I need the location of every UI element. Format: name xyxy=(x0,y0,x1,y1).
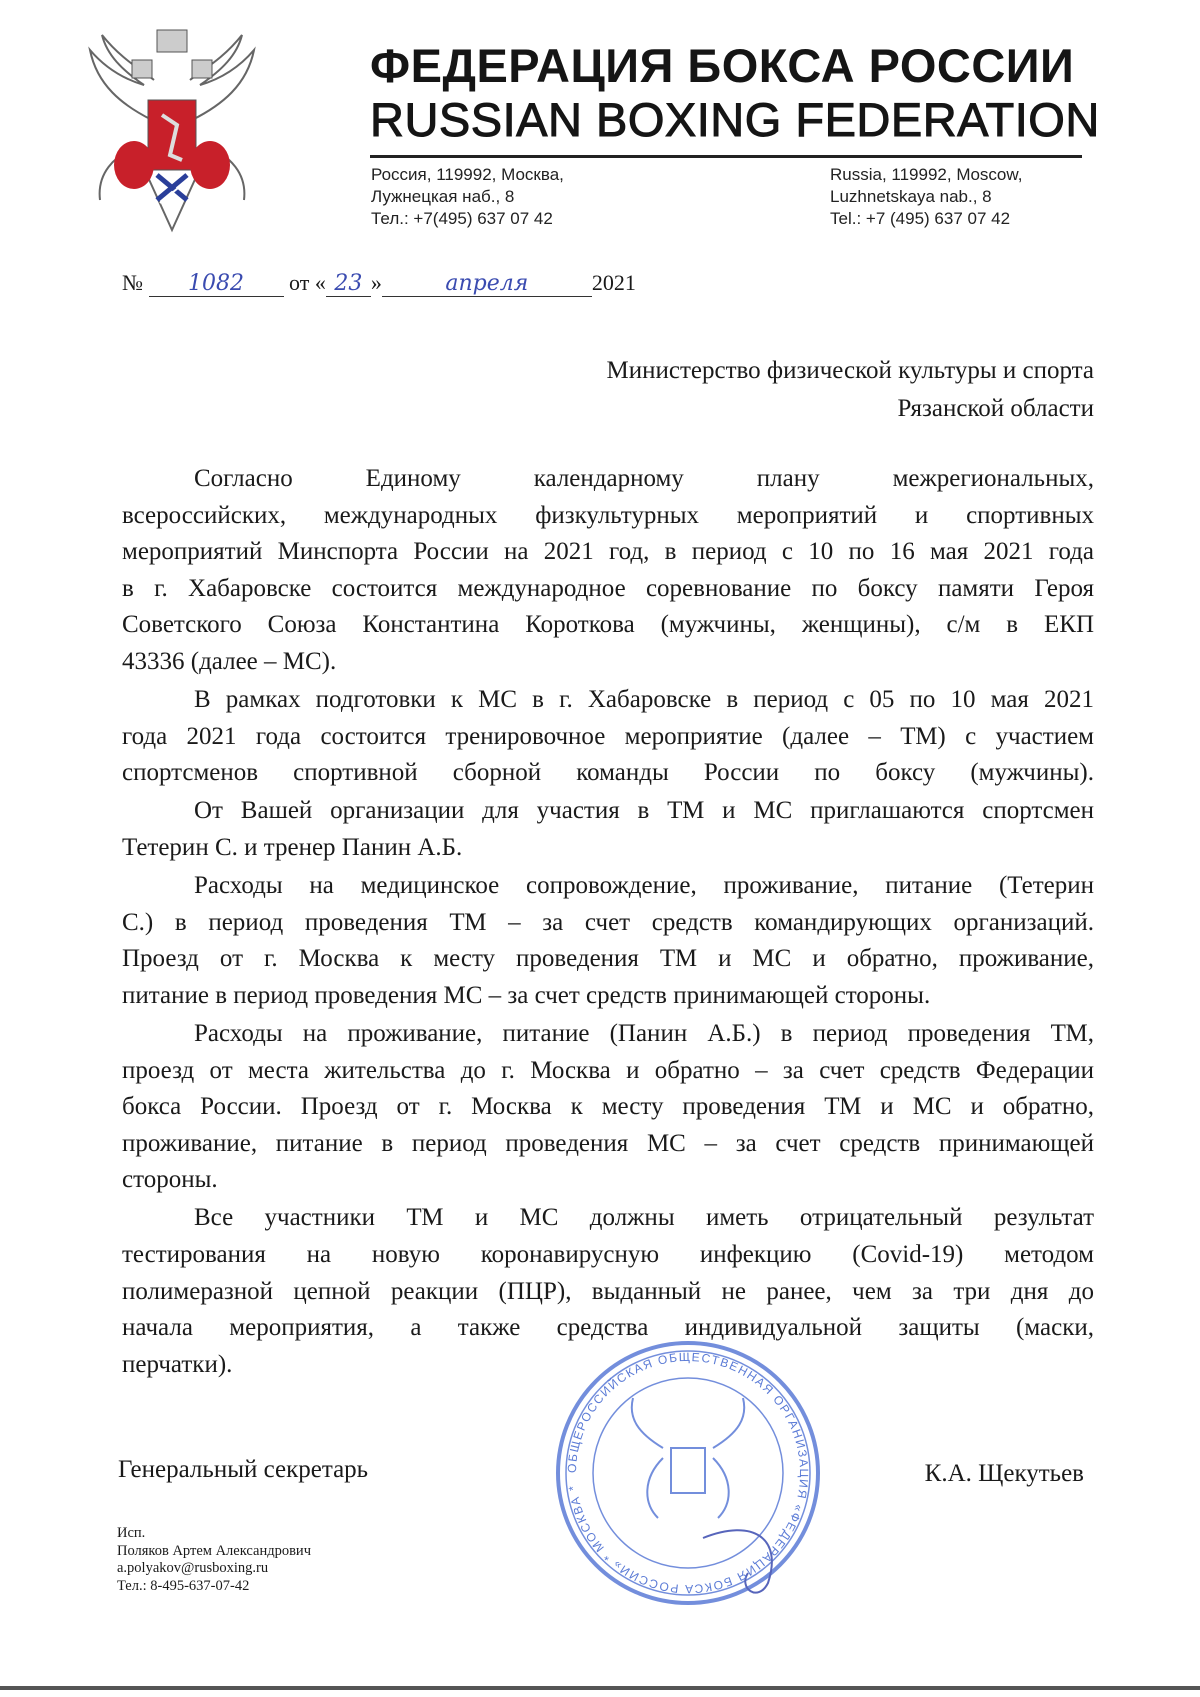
paragraph-line: мероприятий Минспорта России на 2021 год, в период с 10 по 16 мая 2021 года xyxy=(122,538,1094,566)
official-stamp xyxy=(543,1338,833,1608)
executor-phone: Тел.: 8-495-637-07-42 xyxy=(117,1577,250,1594)
paragraph-line: в г. Хабаровске состоится международное соревнование по боксу памяти Героя xyxy=(122,574,1094,602)
paragraph-line: стороны. xyxy=(122,1166,218,1194)
address-ru xyxy=(371,164,564,230)
paragraph-line: проживание, питание в период проведения МС – за счет средств принимающей xyxy=(122,1129,1094,1157)
date-quote: » xyxy=(370,270,382,295)
phone-line: Tel.: +7 (495) 637 07 42 xyxy=(830,209,1011,228)
paragraph-line: спортсменов спортивной сборной команды России по боксу (мужчины). xyxy=(122,759,1094,787)
address-line: Лужнецкая наб., 8 xyxy=(371,187,515,206)
paragraph-line: Согласно Единому календарному плану межрегиональных, xyxy=(194,465,1094,492)
paragraph-line: тестирования на новую коронавирусную инфекцию (Covid-19) методом xyxy=(122,1240,1094,1268)
phone-line: Тел.: +7(495) 637 07 42 xyxy=(371,209,553,228)
svg-text:ОБЩЕРОССИЙСКАЯ ОБЩЕСТВЕННАЯ ОР xyxy=(565,1350,811,1596)
paragraph-line: полимеразной цепной реакции (ПЦР), выданный не ранее, чем за три дня до xyxy=(122,1277,1094,1305)
number-label: № xyxy=(122,270,143,295)
paragraph xyxy=(122,461,1094,681)
handwritten-month: апреля xyxy=(382,271,592,297)
registration-line xyxy=(122,270,636,297)
signatory-title: Генеральный секретарь xyxy=(118,1456,369,1483)
paragraph-line: Расходы на проживание, питание (Панин А.Б.) в период проведения ТМ, xyxy=(194,1019,1094,1047)
date-year: 2021 xyxy=(591,270,636,295)
paragraph xyxy=(122,793,1094,866)
address-line: Россия, 119992, Москва, xyxy=(371,165,564,184)
paragraph-line: всероссийских, международных физкультурных мероприятий и спортивных xyxy=(122,501,1094,529)
letterhead-divider xyxy=(370,155,1082,158)
paragraph-line: В рамках подготовки к МС в г. Хабаровске в период с 05 по 10 мая 2021 xyxy=(194,686,1094,714)
addressee xyxy=(607,352,1094,428)
letterhead-title-ru: ФЕДЕРАЦИЯ БОКСА РОССИИ xyxy=(370,39,1075,92)
paragraph-line: Расходы на медицинское сопровождение, проживание, питание (Тетерин xyxy=(194,872,1094,900)
handwritten-day: 23 xyxy=(326,271,371,297)
paragraph-line: Советского Союза Константина Короткова (мужчины, женщины), с/м в ЕКП xyxy=(122,611,1094,639)
executor-name: Поляков Артем Александрович xyxy=(117,1542,311,1559)
date-from-label: от « xyxy=(289,270,326,295)
paragraph-line: года 2021 года состоится тренировочное мероприятие (далее – ТМ) с участием xyxy=(122,722,1094,750)
paragraph-line: начала мероприятия, а также средства индивидуальной защиты (маски, xyxy=(122,1314,1094,1342)
executor-info xyxy=(117,1525,311,1595)
paragraph-line: проезд от места жительства до г. Москва и обратно – за счет средств Федерации xyxy=(122,1056,1094,1084)
stamp-lettering: ОБЩЕРОССИЙСКАЯ ОБЩЕСТВЕННАЯ ОРГАНИЗАЦИЯ «ФЕДЕРАЦИЯ БОКСА РОССИИ» * МОСКВА * xyxy=(564,1349,812,1597)
address-en xyxy=(830,164,1022,230)
paragraph-line: Проезд от г. Москва к месту проведения ТМ и МС и обратно, проживание, xyxy=(122,945,1094,973)
handwritten-number: 1082 xyxy=(149,271,284,297)
federation-emblem-logo xyxy=(82,25,262,235)
letter-body xyxy=(122,461,1094,1385)
paragraph-line: От Вашей организации для участия в ТМ и МС приглашаются спортсмен xyxy=(194,797,1094,825)
address-line: Luzhnetskaya nab., 8 xyxy=(830,187,992,206)
letterhead-title-en: RUSSIAN BOXING FEDERATION xyxy=(370,93,1100,146)
executor-email: a.polyakov@rusboxing.ru xyxy=(117,1560,269,1576)
paragraph-line: питание в период проведения МС – за счет средств принимающей стороны. xyxy=(122,981,931,1009)
executor-label: Исп. xyxy=(117,1525,146,1541)
paragraph-line: С.) в период проведения ТМ – за счет средств командирующих организаций. xyxy=(122,908,1094,936)
paragraph xyxy=(122,682,1094,792)
signatory-name: К.А. Щекутьев xyxy=(924,1460,1084,1487)
paragraph-line: 43336 (далее – МС). xyxy=(122,647,337,675)
addressee-line: Рязанской области xyxy=(897,395,1094,422)
paragraph-line: Тетерин С. и тренер Панин А.Б. xyxy=(122,833,463,861)
address-line: Russia, 119992, Moscow, xyxy=(830,165,1023,184)
paragraph-line: перчатки). xyxy=(122,1350,233,1378)
addressee-line: Министерство физической культуры и спорта xyxy=(606,357,1094,384)
paragraph xyxy=(122,1016,1094,1199)
paragraph-line: бокса России. Проезд от г. Москва к месту проведения ТМ и МС и обратно, xyxy=(122,1093,1094,1121)
paragraph-line: Все участники ТМ и МС должны иметь отрицательный результат xyxy=(194,1204,1094,1232)
scan-edge xyxy=(0,1686,1200,1690)
paragraph xyxy=(122,868,1094,1014)
